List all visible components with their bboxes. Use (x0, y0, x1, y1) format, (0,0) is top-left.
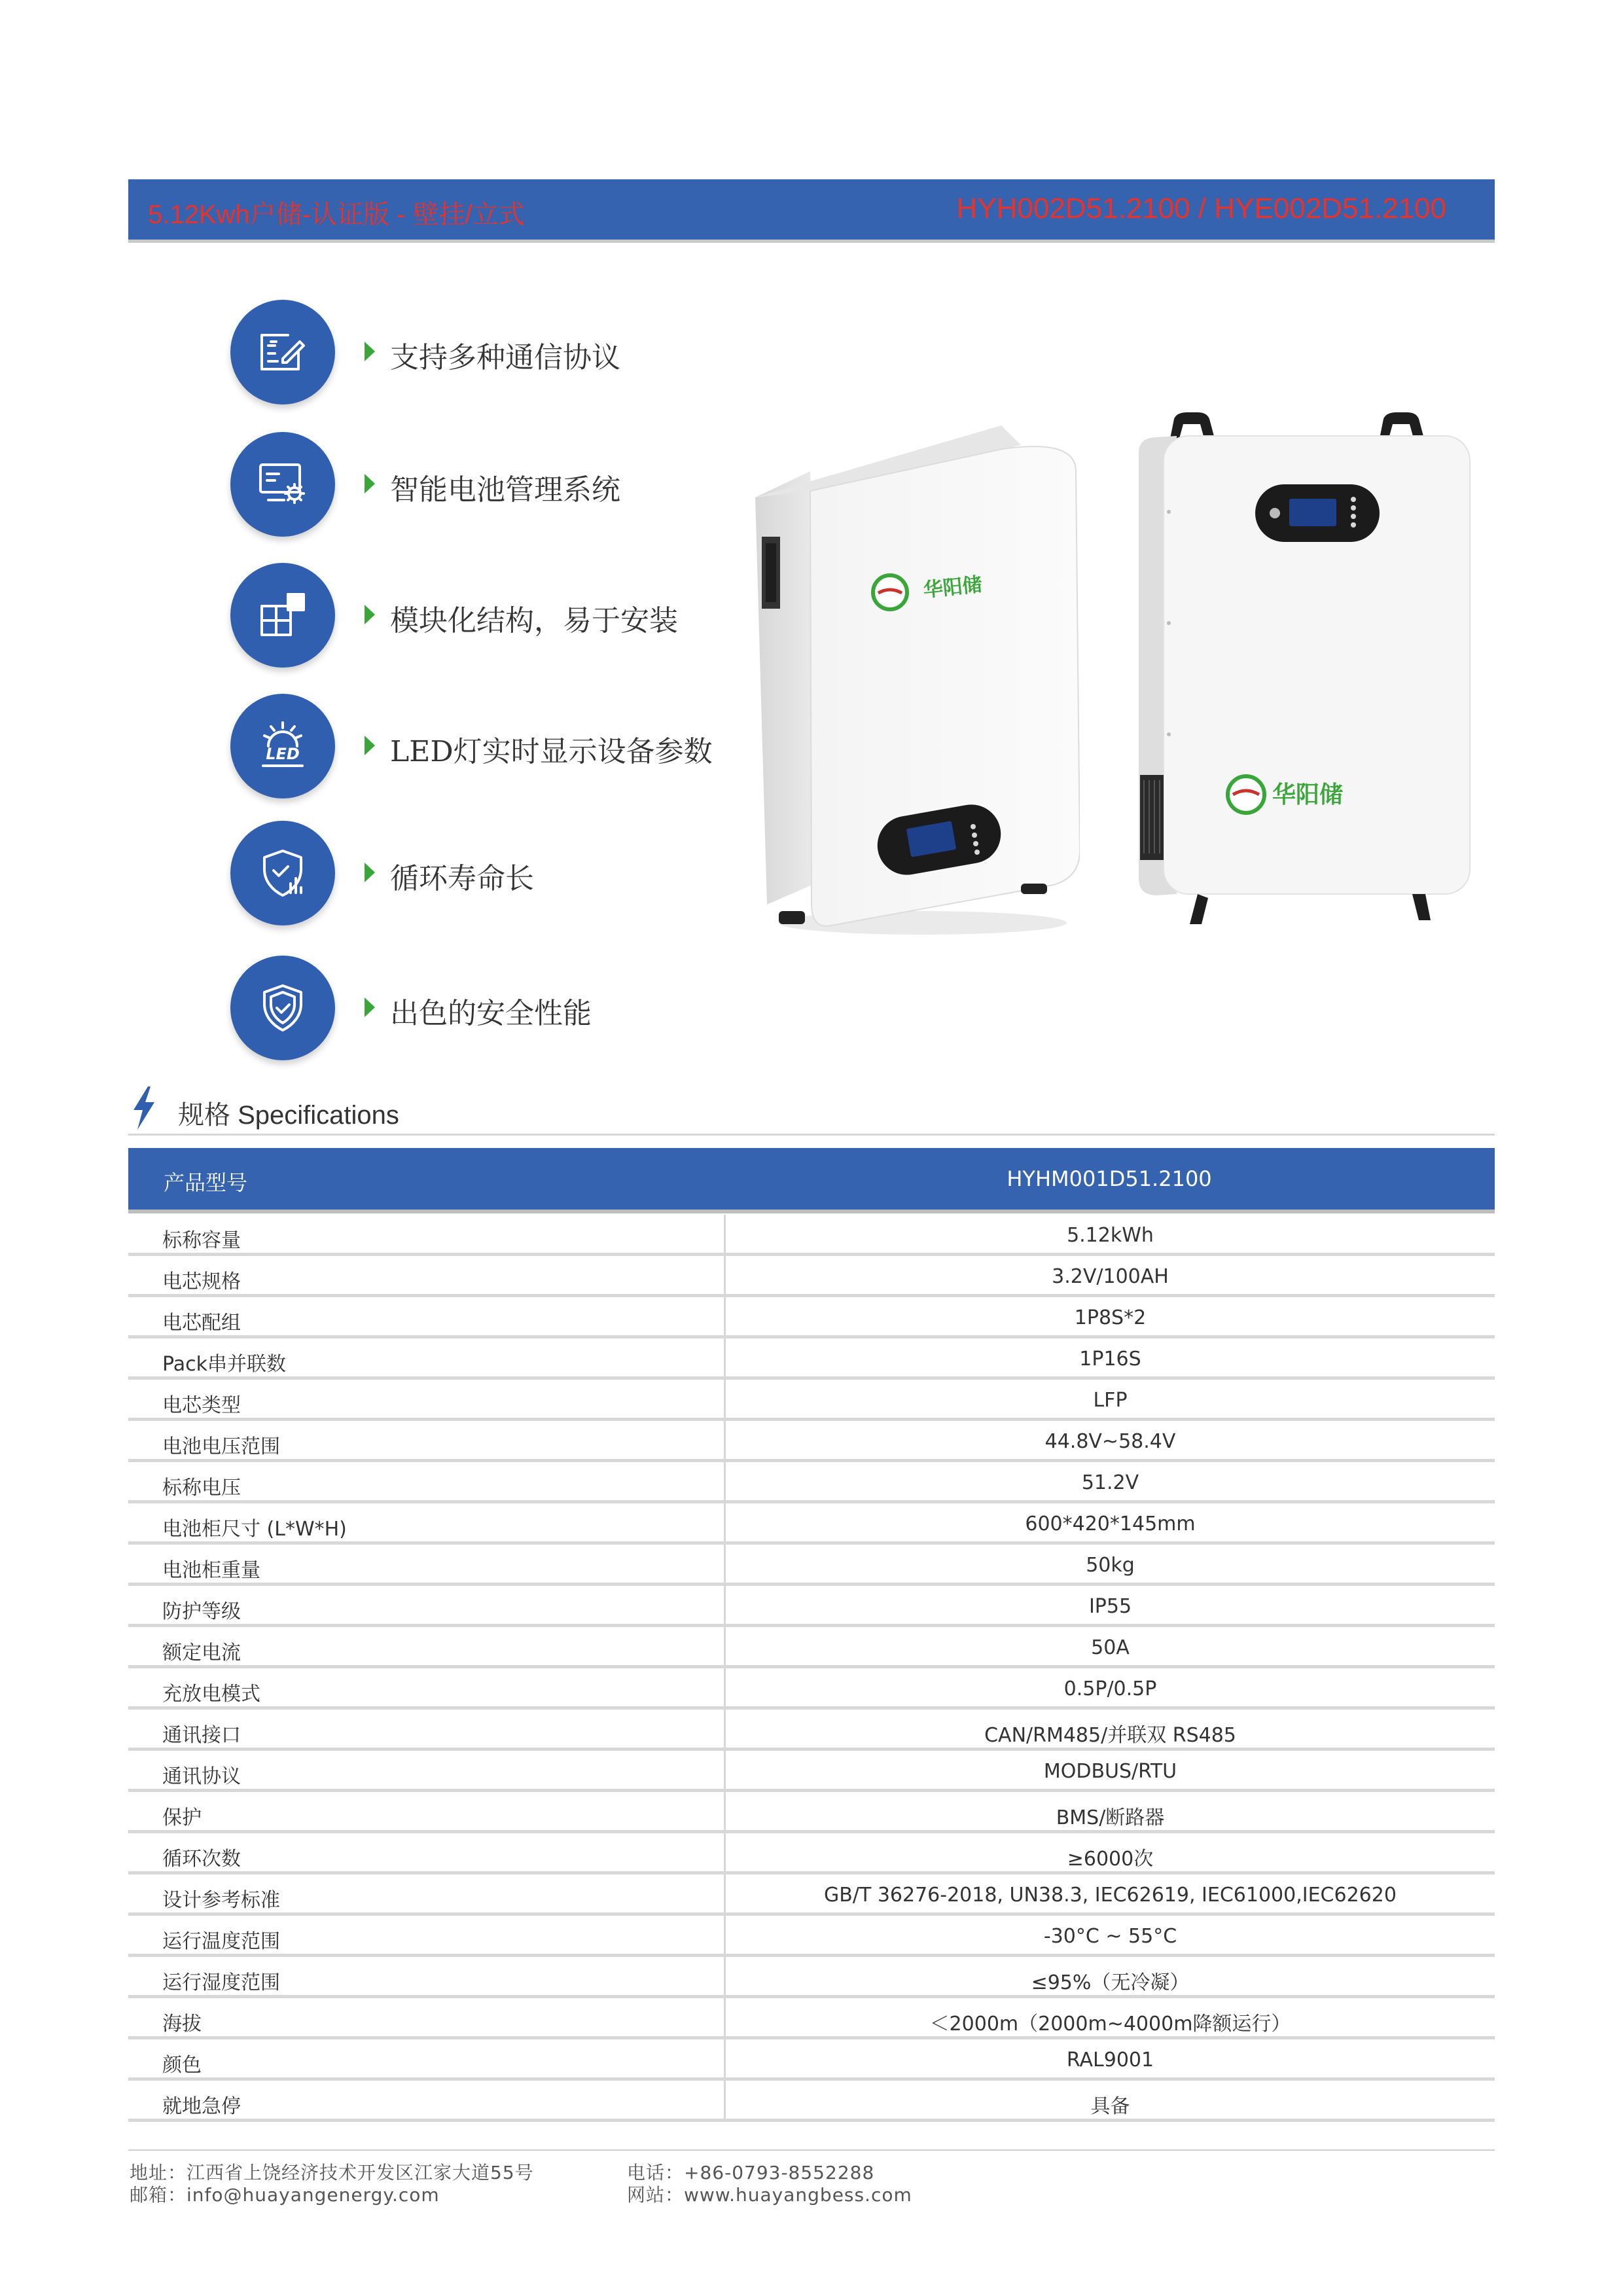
feature-item (230, 956, 767, 1060)
feature-text: 模块化结构，易于安装 (390, 604, 678, 637)
spec-value: 1P16S (1079, 1348, 1141, 1371)
title-band (128, 179, 1495, 240)
spec-label: 通讯协议 (162, 1765, 241, 1788)
table-row (128, 1338, 1495, 1380)
spec-section-header (128, 1085, 1495, 1138)
spec-value: 3.2V/100AH (1052, 1265, 1169, 1288)
bullet-arrow-icon (365, 605, 375, 624)
table-row (128, 1545, 1495, 1586)
spec-label: 额定电流 (162, 1641, 241, 1664)
feature-text: 智能电池管理系统 (390, 473, 620, 507)
feature-item (230, 821, 767, 925)
footer-phone: 电话：+86-0793-8552288 (627, 2162, 875, 2183)
bullet-arrow-icon (365, 863, 375, 882)
spec-value: BMS/断路器 (1056, 1806, 1165, 1829)
spec-label: 设计参考标准 (162, 1889, 280, 1912)
feature-item (230, 694, 767, 798)
spec-value: RAL9001 (1066, 2049, 1154, 2072)
footer-address: 地址：江西省上饶经济技术开发区江家大道55号 (130, 2162, 534, 2183)
spec-value: 50kg (1086, 1554, 1135, 1577)
bullet-arrow-icon (365, 736, 375, 755)
table-row (128, 1957, 1495, 1998)
spec-label: Pack串并联数 (162, 1353, 286, 1376)
spec-label: 标称容量 (162, 1229, 241, 1252)
spec-label: 电芯类型 (162, 1394, 241, 1417)
table-row (128, 2039, 1495, 2081)
spec-label: 电池电压范围 (162, 1435, 280, 1458)
footer-website[interactable]: 网站：www.huayangbess.com (627, 2184, 912, 2206)
spec-table (128, 1215, 1495, 2122)
feature-text: 出色的安全性能 (390, 997, 592, 1030)
table-row (128, 1792, 1495, 1833)
table-row (128, 1874, 1495, 1916)
product-title: 5.12Kwh户储-认证版 - 壁挂/立式 (148, 200, 525, 229)
spec-value: 600*420*145mm (1025, 1513, 1196, 1535)
spec-title: 规格 Specifications (178, 1101, 399, 1130)
table-row (128, 1380, 1495, 1421)
spec-table-header (128, 1148, 1495, 1210)
svg-text:华阳储: 华阳储 (1272, 781, 1344, 808)
table-row (128, 1256, 1495, 1297)
spec-label: 充放电模式 (162, 1683, 260, 1706)
spec-value: ≥6000次 (1067, 1848, 1154, 1871)
spec-value: 1P8S*2 (1074, 1306, 1147, 1329)
feature-text: 支持多种通信协议 (390, 341, 620, 374)
footer-email[interactable]: 邮箱：info@huayangenergy.com (130, 2184, 440, 2206)
spec-value: 5.12kWh (1067, 1224, 1154, 1247)
spec-value: 具备 (1090, 2095, 1130, 2118)
spec-header-label: 产品型号 (164, 1170, 248, 1195)
spec-table-header-shadow (128, 1210, 1495, 1213)
spec-label: 循环次数 (162, 1848, 241, 1871)
feature-item (230, 300, 767, 404)
spec-label: 运行湿度范围 (162, 1971, 280, 1994)
divider (128, 1134, 1495, 1136)
footer-divider (128, 2149, 1495, 2151)
model-numbers: HYH002D51.2100 / HYE002D51.2100 (956, 192, 1446, 224)
shield-bars-icon (230, 821, 335, 925)
spec-value: CAN/RM485/并联双 RS485 (984, 1724, 1236, 1747)
modules-icon (230, 563, 335, 668)
table-row (128, 1586, 1495, 1627)
spec-value: 44.8V~58.4V (1044, 1430, 1176, 1453)
monitor-gear-icon (230, 432, 335, 537)
table-row (128, 1916, 1495, 1957)
spec-value: ＜2000m（2000m~4000m降额运行） (929, 2013, 1291, 2036)
wall-mount-battery-image (753, 419, 1080, 942)
spec-value: IP55 (1088, 1595, 1132, 1618)
spec-value: -30°C ~ 55°C (1043, 1925, 1177, 1948)
spec-value: 0.5P/0.5P (1063, 1677, 1157, 1700)
title-band-shadow (128, 240, 1495, 243)
table-row (128, 1998, 1495, 2039)
shield-check-icon (230, 956, 335, 1060)
spec-value: GB/T 36276-2018, UN38.3, IEC62619, IEC61000,IEC62620 (824, 1884, 1397, 1907)
table-row (128, 1751, 1495, 1792)
svg-text:LED: LED (266, 745, 300, 763)
spec-label: 运行温度范围 (162, 1930, 280, 1953)
table-row (128, 1297, 1495, 1338)
table-row (128, 2081, 1495, 2122)
floor-standing-battery-image (1137, 407, 1471, 944)
bullet-arrow-icon (365, 342, 375, 361)
led-icon (230, 694, 335, 798)
spec-value: LFP (1093, 1389, 1128, 1412)
spec-label: 就地急停 (162, 2095, 241, 2118)
spec-header-value: HYHM001D51.2100 (1007, 1166, 1212, 1191)
spec-label: 标称电压 (162, 1477, 241, 1499)
table-row (128, 1627, 1495, 1668)
spec-value: ≤95%（无冷凝） (1031, 1971, 1190, 1994)
spec-label: 电池柜重量 (162, 1559, 260, 1582)
bullet-arrow-icon (365, 997, 375, 1017)
spec-label: 通讯接口 (162, 1724, 241, 1747)
spec-label: 电池柜尺寸 (L*W*H) (162, 1518, 347, 1541)
spec-label: 防护等级 (162, 1600, 241, 1623)
table-row (128, 1462, 1495, 1503)
table-row (128, 1503, 1495, 1545)
feature-text: 循环寿命长 (390, 862, 534, 895)
table-row (128, 1833, 1495, 1874)
protocol-doc-icon (230, 300, 335, 404)
spec-label: 电芯配组 (162, 1312, 241, 1335)
spec-value: 51.2V (1081, 1471, 1139, 1494)
bullet-arrow-icon (365, 474, 375, 493)
table-row (128, 1215, 1495, 1256)
spec-value: MODBUS/RTU (1043, 1760, 1177, 1783)
spec-value: 50A (1091, 1636, 1130, 1659)
table-row (128, 1668, 1495, 1710)
spec-label: 颜色 (162, 2054, 202, 2077)
spec-label: 电芯规格 (162, 1270, 241, 1293)
feature-item (230, 432, 767, 537)
table-row (128, 1710, 1495, 1751)
lightning-bolt-icon (131, 1085, 157, 1131)
svg-text:华阳储: 华阳储 (922, 573, 984, 602)
feature-text: LED灯实时显示设备参数 (390, 735, 713, 768)
spec-label: 海拔 (162, 2013, 202, 2036)
feature-item (230, 563, 767, 668)
table-row (128, 1421, 1495, 1462)
spec-label: 保护 (162, 1806, 202, 1829)
